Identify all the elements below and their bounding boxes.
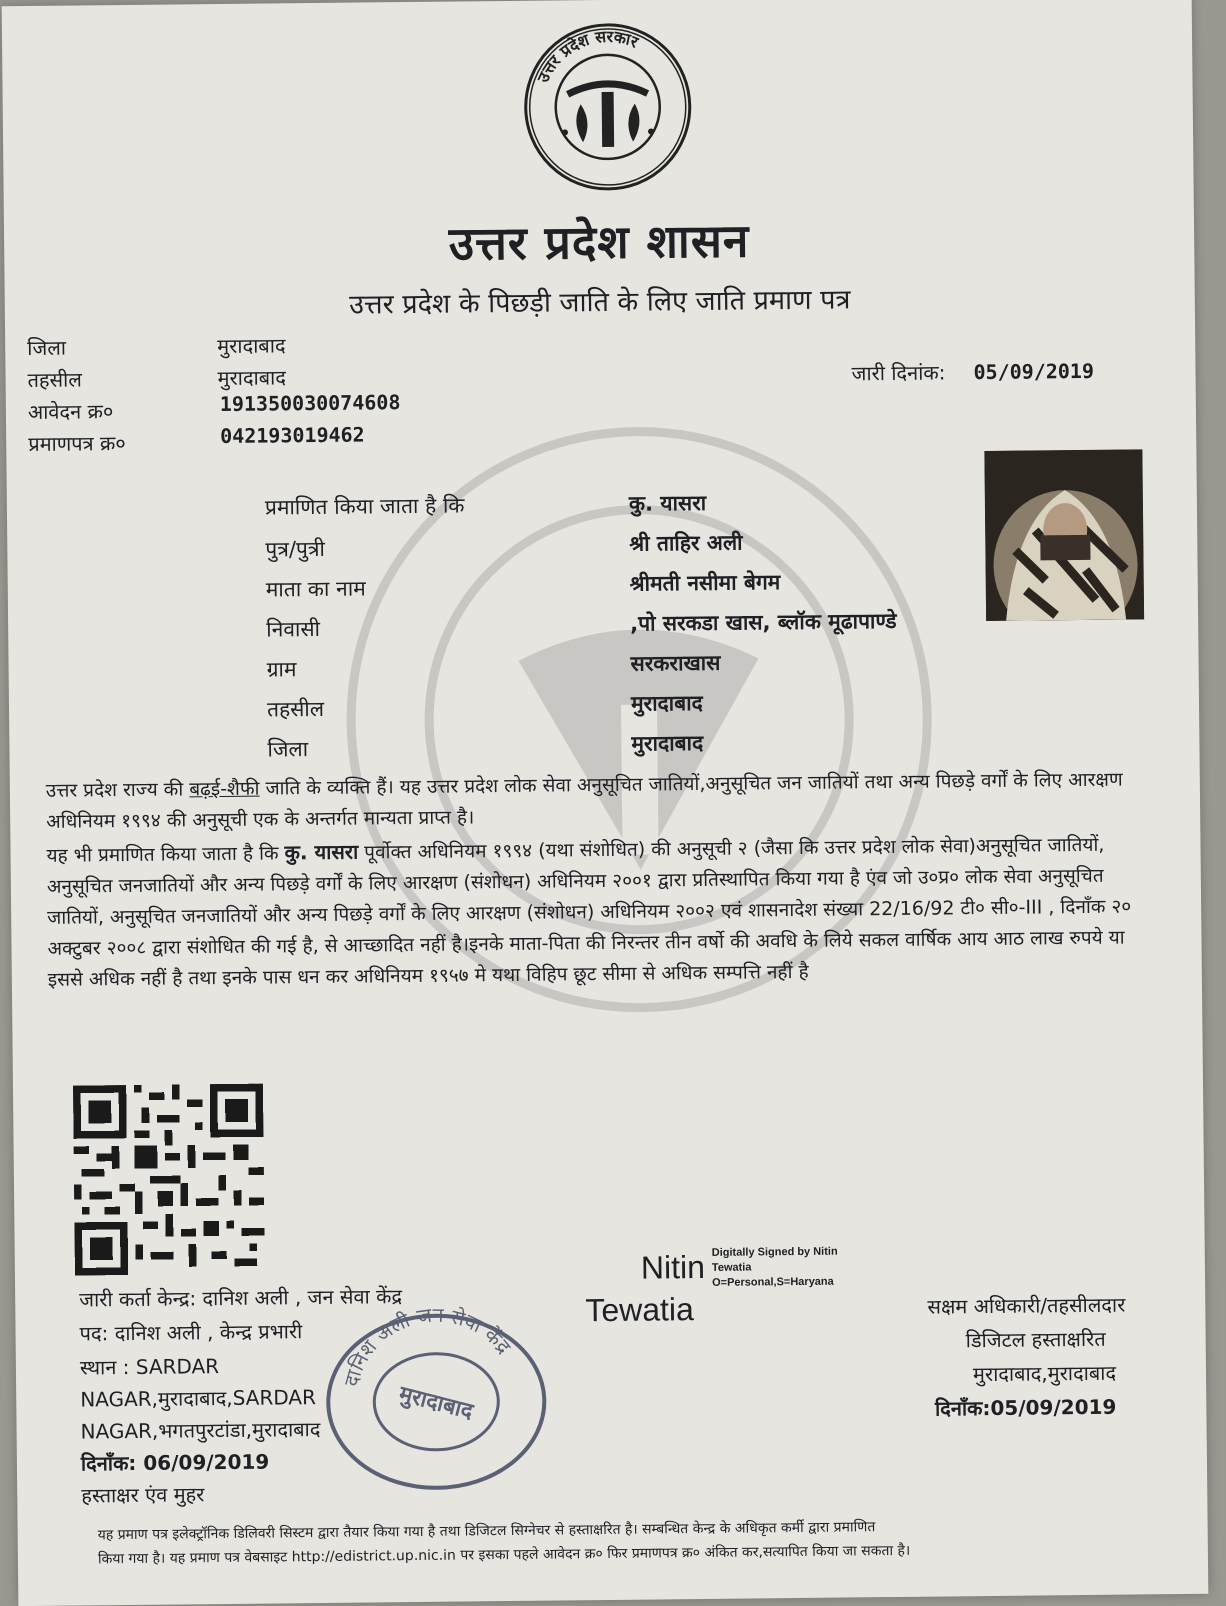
declaration-text-start: यह भी प्रमाणित किया जाता है कि: [46, 842, 285, 867]
field-label-mother: माता का नाम: [265, 576, 366, 602]
footer-note-line-2: किया गया है। यह प्रमाण पत्र वेबसाइट http://edistrict.up.nic.in पर इसका पहले आवेदन क्र० फिर प्रमाणपत्र क्र० अंकित कर,सत्यापित किया जा सकता है।: [97, 1542, 911, 1568]
field-label-district: जिला: [267, 737, 309, 762]
officer-title: सक्षम अधिकारी/तहसीलदार: [927, 1292, 1126, 1319]
field-label-certified: प्रमाणित किया जाता है कि: [264, 493, 465, 520]
field-value-village: सरकराखास: [630, 650, 721, 676]
application-number: 191350030074608: [219, 390, 401, 417]
tehsil-label: तहसील: [27, 367, 82, 393]
document-subtitle: उत्तर प्रदेश के पिछड़ी जाति के लिए जाति प्रमाण पत्र: [349, 284, 851, 321]
svg-text:उत्तर प्रदेश सरकार: [532, 26, 642, 86]
issue-date-value: 05/09/2019: [973, 358, 1095, 385]
applicant-photo: [984, 449, 1144, 621]
issuer-place-line-2: NAGAR,मुरादाबाद,SARDAR: [80, 1385, 317, 1412]
issuer-place-line-1: स्थान : SARDAR: [79, 1354, 220, 1380]
field-label-village: ग्राम: [266, 657, 297, 682]
declaration-text-end: पूर्वोक्त अधिनियम १९९४ (यथा संशोधित) की अनुसूची २ (जैसा कि उत्तर प्रदेश लोक सेवा)अनुसूचित जातियों, अनुसूचित जनजातियों और अन्य पिछड़े वर्गों के लिए आरक्षण (संशोधन) अधिनियम २००१ द्वारा प्रतिस्थापित किया गया है एंव जो उ०प्र० लोक सेवा अनुसूचित जातियों, अनुसूचित जनजातियों और अन्य पिछड़े वर्गों के लिए आरक्षण (संशोधन) अधिनियम २००२ एवं शासनादेश संख्या 22/16/92 टी० सी०-III , दिनाँक २० अक्टुबर २००८ द्वारा संशोधित की गई है, से आच्छादित नहीं है।इनके माता-पिता की निरन्तर तीन वर्षो की अवधि के लिये सकल वार्षिक आय आठ लाख रुपये या इससे अधिक नहीं है तथा इनके पास धन कर अधिनियम १९५७ मे यथा विहिप छूट सीमा से अधिक सम्पत्ति नहीं है: [46, 833, 1132, 991]
seal-center-text: मुरादाबाद: [396, 1381, 476, 1425]
issuer-date: दिनाँक: 06/09/2019: [80, 1449, 270, 1476]
issuer-place-line-3: NAGAR,भगतपुरटांडा,मुरादाबाद: [80, 1417, 321, 1444]
field-value-father: श्री ताहिर अली: [629, 530, 743, 556]
qr-code: [73, 1084, 265, 1276]
certificate-paper: [2, 0, 1209, 1606]
digital-signature-note-3: O=Personal,S=Haryana: [711, 1275, 834, 1289]
field-value-mother: श्रीमती नसीमा बेगम: [629, 570, 781, 596]
issuer-post: पद: दानिश अली , केन्द्र प्रभारी: [79, 1319, 303, 1346]
certificate-number-label: प्रमाणपत्र क्र०: [28, 430, 126, 457]
signature-last-name: Tewatia: [585, 1291, 695, 1329]
seal-ring-text: दानिश अली जन सेवा केंद्र: [338, 1302, 517, 1389]
issuing-center: जारी कर्ता केन्द्र: दानिश अली , जन सेवा केंद्र: [79, 1284, 403, 1312]
up-government-emblem: [522, 21, 694, 193]
declaration-name: कु. यासरा: [284, 839, 359, 865]
digital-signature-note-1: Digitally Signed by Nitin: [711, 1245, 838, 1259]
field-value-resident: ,पो सरकडा खास, ब्लॉक मूढापाण्डे: [630, 608, 897, 636]
field-label-resident: निवासी: [266, 616, 321, 642]
document-title: उत्तर प्रदेश शासन: [448, 213, 750, 271]
tehsil-value: मुरादाबाद: [217, 365, 287, 391]
officer-digital-signed: डिजिटल हस्ताक्षरित: [965, 1326, 1106, 1353]
district-value: मुरादाबाद: [217, 333, 286, 359]
emblem-ring-text: उत्तर प्रदेश सरकार: [533, 26, 641, 86]
footer-note-line-1: यह प्रमाण पत्र इलेक्ट्रॉनिक डिलिवरी सिस्टम द्वारा तैयार किया गया है तथा डिजिटल सिग्नेचर से हस्ताक्षरित है। सम्बन्धित केन्द्र के अधिकृत कर्मी द्वारा प्रमाणित: [97, 1519, 876, 1544]
field-value-name: कु. यासरा: [628, 490, 707, 516]
signature-first-name: Nitin: [640, 1248, 706, 1286]
declaration-paragraph: [46, 828, 1158, 996]
field-value-district: मुरादाबाद: [631, 730, 704, 756]
field-label-parent: पुत्र/पुत्री: [265, 536, 326, 562]
caste-text-end: जाति के व्यक्ति हैं। यह उत्तर प्रदेश लोक सेवा अनुसूचित जातियों,अनुसूचित जन जातियों तथा अन्य पिछड़े वर्गों के लिए आरक्षण अधिनियम १९९४ की अनुसूची एक के अन्तर्गत मान्यता प्राप्त है।: [46, 768, 1123, 833]
officer-place: मुरादाबाद,मुरादाबाद: [972, 1360, 1117, 1387]
caste-name: बढ़ई-शैफी: [189, 777, 260, 801]
digital-signature-note-2: Tewatia: [711, 1261, 752, 1274]
caste-text-start: उत्तर प्रदेश राज्य की: [45, 778, 190, 802]
issue-date-label: जारी दिनांक:: [851, 360, 946, 386]
field-label-tehsil: तहसील: [266, 696, 325, 722]
application-label: आवेदन क्र०: [27, 399, 114, 425]
officer-date: दिनाँक:05/09/2019: [934, 1394, 1117, 1421]
issuer-seal: [315, 1291, 557, 1494]
sign-and-seal-label: हस्ताक्षर एंव मुहर: [81, 1482, 205, 1508]
caste-paragraph: [46, 764, 1157, 838]
field-value-tehsil: मुरादाबाद: [630, 690, 703, 716]
certificate-number: 042193019462: [220, 422, 365, 449]
district-label: जिला: [27, 335, 67, 361]
